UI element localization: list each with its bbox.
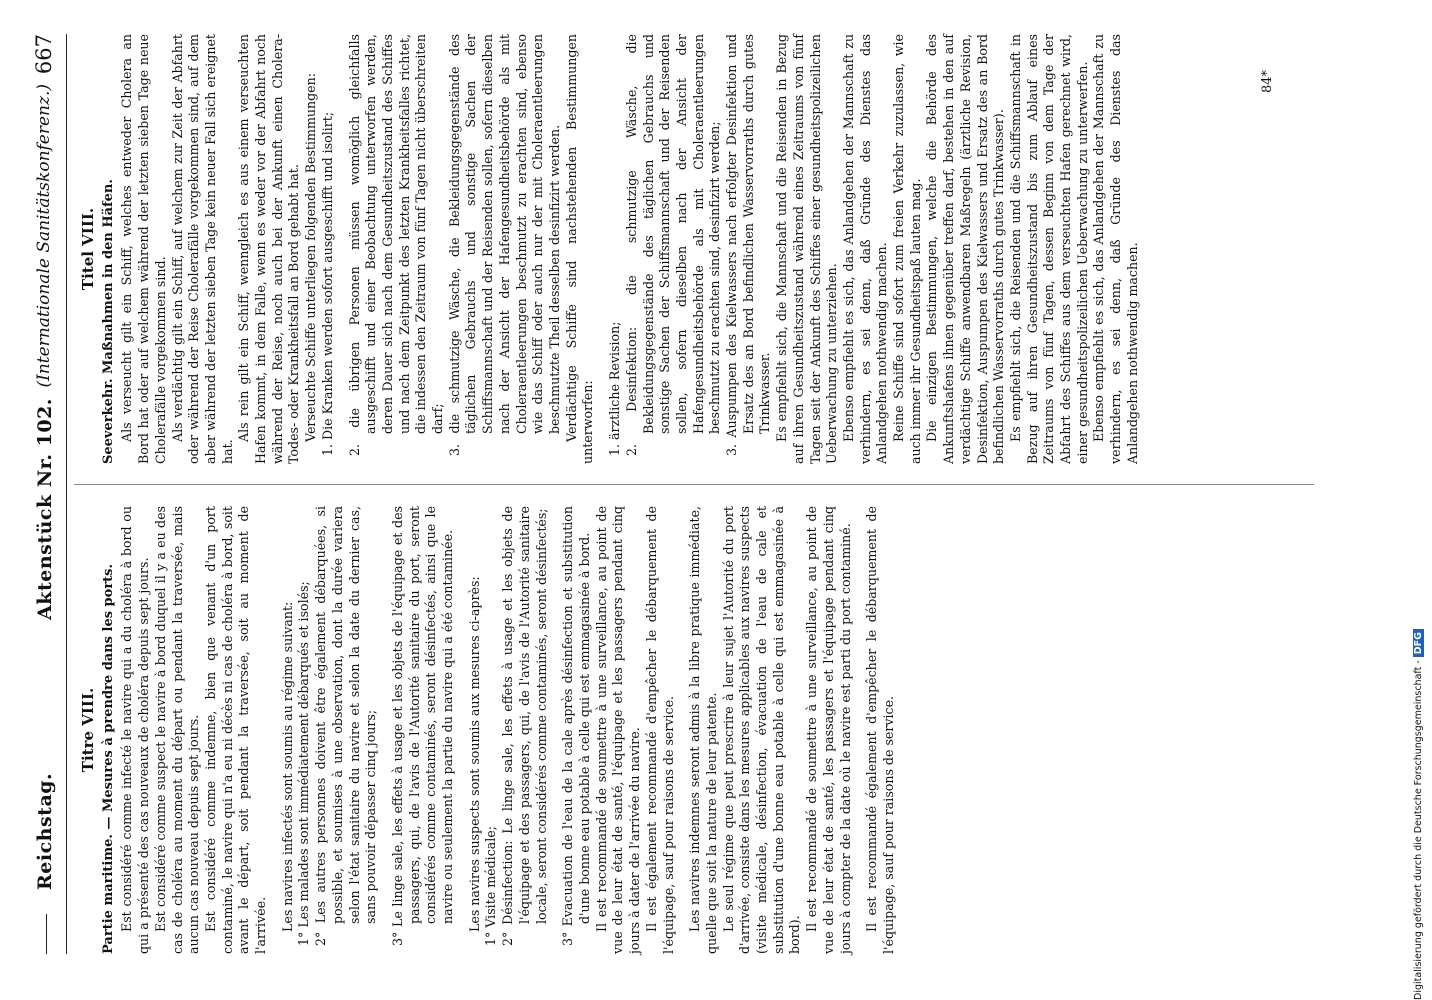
german-paragraph: Ebenso empfiehlt es sich, das Anlandgehen der Mannschaft zu verhindern, es sei denn, daß Gründe des Dienstes das Anlandgehen nothwendig machen. bbox=[1091, 34, 1140, 464]
french-list-item: 3° Le linge sale, les effets à usage et les objets de l'équipage et des passagers, qui, de l'avis de l'Autorité sanitaire du port, seront considérés comme contaminés, seront désinfectés, ainsi que le navire ou seulement la partie du navire qui a été contaminée. bbox=[389, 506, 456, 946]
french-list-item: 2° Désinfection: Le linge sale, les effets à usage et les objets de l'équipage et des passagers, qui, de l'avis de l'Autorité sanitaire locale, seront considérés comme contaminés, seront désinfectés; bbox=[500, 506, 549, 946]
french-paragraph: Est considéré comme infecté le navire qui a du choléra à bord ou qui a présenté des cas nouveaux de choléra depuis sept jours. bbox=[119, 506, 152, 954]
german-paragraph: Verdächtige Schiffe sind nachstehenden Bestimmungen unterworfen: bbox=[563, 34, 596, 464]
german-list-item: 3. Auspumpen des Kielwassers nach erfolgter Desinfektion und Ersatz des an Bord befindlichen Wasservorraths durch gutes Trinkwasser. bbox=[724, 34, 773, 456]
header-underline bbox=[66, 34, 67, 954]
french-paragraph: Les navires indemnes seront admis à la libre pratique immédiate, quelle que soit la nature de leur patente. bbox=[687, 506, 719, 954]
header-rule bbox=[46, 914, 47, 954]
french-paragraph: Les navires suspects sont soumis aux mesures ci-après: bbox=[466, 576, 482, 932]
german-paragraph: Als verdächtig gilt ein Schiff, auf welchem zur Zeit der Abfahrt oder während der Reise Cholerafälle vorgekommen sind, auf dem aber während der letzten sieben Tage kein neuer Fall sich ereignet hat. bbox=[169, 34, 235, 464]
header-center: Aktenstück Nr. 102. bbox=[34, 398, 56, 620]
french-paragraph: Il est recommandé de soumettre à une surveillance, au point de vue de leur état de santé, l'équipage et les passagers pendant cinq jours à dater de l'arrivée du navire. bbox=[593, 506, 643, 954]
credit-text: Digitalisierung gefördert durch die Deutsche Forschungsgemeinschaft - bbox=[1413, 660, 1424, 1000]
french-paragraph: Est considéré comme indemne, bien que venant d'un port contaminé, le navire qui n'a eu ni décès ni cas de choléra à bord, soit avant le départ, soit pendant la traversée, soit au moment de l'arrivée. bbox=[202, 506, 269, 954]
french-paragraph: Il est recommandé également d'empêcher le débarquement de l'équipage, sauf pour raisons de service. bbox=[864, 506, 896, 954]
signature-mark: 84* bbox=[1260, 70, 1275, 94]
french-paragraph: Il est recommandé de soumettre à une surveillance, au point de vue de leur état de santé, les passagers et l'équipage pendant cinq jours à compter de la date où le navire est parti du port contaminé. bbox=[804, 506, 853, 954]
german-paragraph: Die einzigen Bestimmungen, welche die Behörde des Ankunftshafens ihnen gegenüber treffen darf, bestehen in den auf verdächtige Schiffe anwendbaren Maßregeln (ärztliche Revision, Desinfektion, Auspumpen des Kielwassers und Ersatz des an Bord befindlichen Wasservorraths durch gutes Trinkwasser). bbox=[924, 34, 1007, 464]
header-left: Reichstag. bbox=[34, 772, 56, 890]
german-paragraph: Ebenso empfiehlt es sich, das Anlandgehen der Mannschaft zu verhindern, es sei denn, daß Gründe des Dienstes das Anlandgehen nothwendig machen. bbox=[840, 34, 890, 464]
french-paragraph: Est considéré comme suspect le navire à bord duquel il y a eu des cas de choléra au moment du départ ou pendant la traversée, mais aucun cas nouveau depuis sept jours. bbox=[152, 506, 202, 954]
french-list-item: 3° Evacuation de l'eau de la cale après désinfection et substitution d'une bonne eau potable à celle qui est emmagasinée à bord. bbox=[560, 506, 592, 946]
german-paragraph: Verseuchte Schiffe unterliegen folgenden Bestimmungen: bbox=[303, 73, 319, 442]
german-list-item: 1. Die Kranken werden sofort ausgeschifft und isolirt; bbox=[319, 111, 335, 456]
french-paragraph: Les navires infectés sont soumis au régime suivant: bbox=[279, 601, 295, 932]
french-title: Titre VIII. bbox=[79, 687, 97, 773]
german-list-item: 1. ärztliche Revision; bbox=[607, 321, 623, 456]
german-subhead: Seeverkehr. Maßnahmen in den Häfen. bbox=[100, 179, 116, 464]
running-header bbox=[34, 34, 64, 954]
french-paragraph: Le seul régime que peut prescrire à leur sujet l'Autorité du port d'arrivée, consiste dans les mesures applicables aux navires suspects (visite médicale, désinfection, évacuation de l'eau de cale et substitution d'une bonne eau potable à celle qui est emmagasinée à bord). bbox=[720, 506, 803, 954]
german-paragraph: Als rein gilt ein Schiff, wenngleich es aus einem verseuchten Hafen kommt, in dem Falle, wenn es weder vor der Abfahrt noch während der Reise, noch auch bei der Ankunft einen Cholera-Todes- oder Krankheitsfall an Bord gehabt hat. bbox=[236, 34, 302, 464]
german-list-item: 2. Desinfektion: die schmutzige Wäsche, die Bekleidungsgegenstände des täglichen Gebrauchs und sonstige Sachen der Schiffsmannschaft und der Reisenden sollen, sofern dieselben nach der Ansicht der Hafengesundheitsbehörde als mit Choleraentleerungen beschmutzt zu erachten sind, desinfizirt werden; bbox=[623, 34, 723, 456]
dfg-logo-badge: DFG bbox=[1413, 629, 1424, 657]
digitization-credit bbox=[1413, 629, 1424, 1000]
german-paragraph: Es empfiehlt sich, die Reisenden und die Schiffsmannschaft in Bezug auf ihren Gesundheitszustand bis zum Ablauf eines Zeitraums von fünf Tagen, dessen Beginn von dem Tage der Abfahrt des Schiffes aus dem verseuchten Hafen gerechnet wird, einer gesundheitspolizeilichen Ueberwachung zu unterwerfen. bbox=[1007, 34, 1090, 464]
german-column bbox=[74, 34, 1142, 464]
german-paragraph: Reine Schiffe sind sofort zum freien Verkehr zuzulassen, wie auch immer ihr Gesundheitspaß lauten mag. bbox=[891, 34, 923, 464]
german-paragraph: Es empfiehlt sich, die Mannschaft und die Reisenden in Bezug auf ihren Gesundheitszustand während eines Zeitraums von fünf Tagen seit der Ankunft des Schiffes einer gesundheitspolizeilichen Ueberwachung zu unterziehen. bbox=[774, 34, 840, 464]
french-subhead: Partie maritime. — Mesures à prendre dans les ports. bbox=[100, 563, 116, 954]
french-list-item: 1° Les malades sont immédiatement débarqués et isolés; bbox=[296, 581, 312, 946]
german-paragraph: Als verseucht gilt ein Schiff, welches entweder Cholera an Bord hat oder auf welchem während der letzten sieben Tage neue Cholerafälle vorgekommen sind. bbox=[119, 34, 168, 464]
header-right: (Internationale Sanitätskonferenz.) bbox=[34, 84, 54, 388]
german-list-item: 3. die schmutzige Wäsche, die Bekleidungsgegenstände des täglichen Gebrauchs und sonstige Sachen der Schiffsmannschaft und der Reisenden sollen, sofern dieselben nach der Ansicht der Hafengesundheitsbehörde als mit Choleraentleerungen beschmutzt zu erachten sind, ebenso wie das Schiff oder auch nur der mit Choleraentleerungen beschmutzte Theil desselben desinfizirt werden. bbox=[446, 34, 562, 456]
french-list-item: 1° Visite médicale; bbox=[483, 826, 499, 946]
french-paragraph: Il est également recommandé d'empêcher le débarquement de l'équipage, sauf pour raisons de service. bbox=[643, 506, 676, 954]
french-column bbox=[74, 506, 898, 954]
column-divider bbox=[74, 484, 1314, 485]
german-title: Titel VIII. bbox=[79, 207, 97, 291]
german-list-item: 2. die übrigen Personen müssen womöglich gleichfalls ausgeschifft und einer Beobachtung unterworfen werden, deren Dauer sich nach dem Gesundheitszustand des Schiffes und nach dem Zeitpunkt des letzten Krankheitsfalles richtet, die indessen den Zeitraum von fünf Tagen nicht überschreiten darf; bbox=[346, 34, 446, 456]
page-number: 667 bbox=[32, 34, 56, 75]
french-list-item: 2° Les autres personnes doivent être également débarquées, si possible, et soumises à une observation, dont la durée variera selon l'état sanitaire du navire et selon la date du dernier cas, sans pouvoir dépasser cinq jours; bbox=[313, 506, 379, 946]
